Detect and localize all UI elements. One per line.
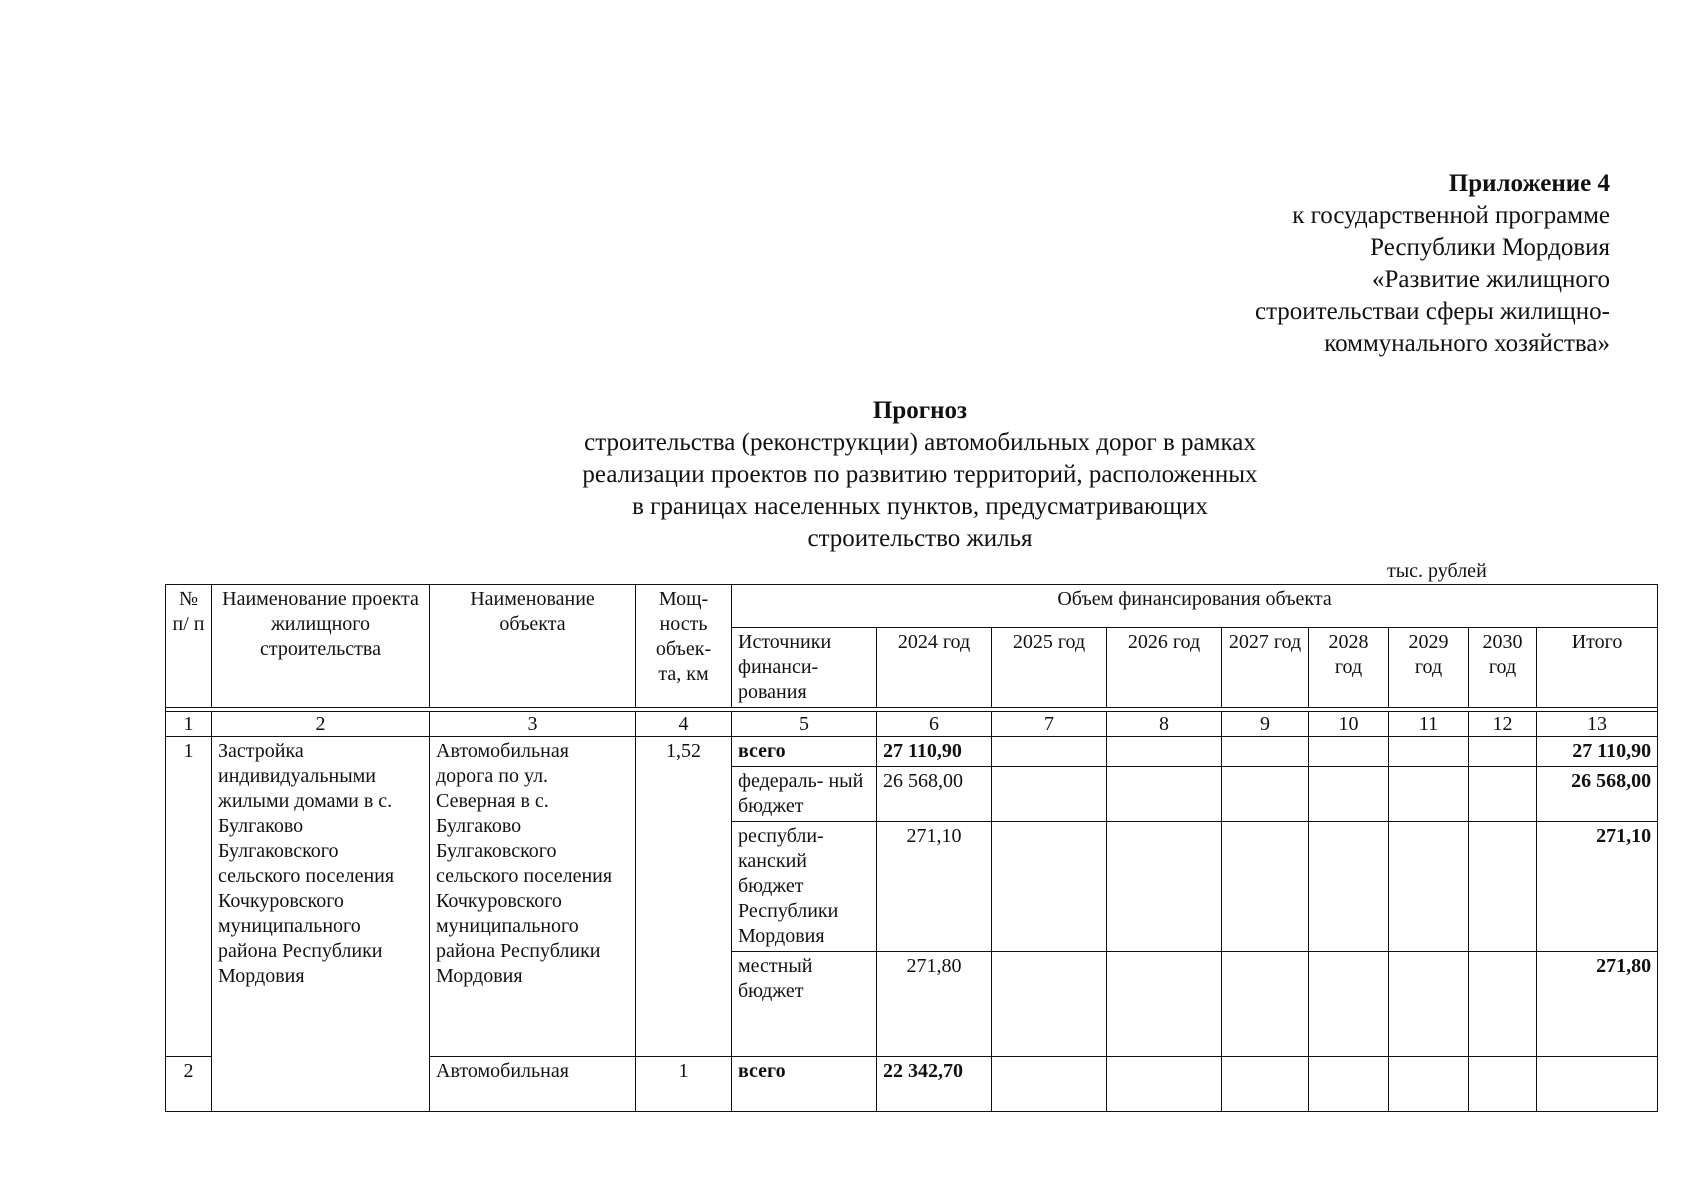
value-2028 — [1309, 767, 1389, 822]
object-name: Автомобильная — [430, 1057, 636, 1112]
value-2026 — [1107, 737, 1222, 767]
value-2024: 271,80 — [877, 952, 992, 1057]
source-name: всего — [732, 737, 877, 767]
header-no: № п/ п — [166, 585, 212, 708]
source-name: республи- канский бюджет Республики Мордовия — [732, 822, 877, 952]
header-total: Итого — [1537, 628, 1658, 708]
column-number: 13 — [1537, 712, 1658, 737]
value-2024: 271,10 — [877, 822, 992, 952]
value-2026 — [1107, 822, 1222, 952]
column-number: 8 — [1107, 712, 1222, 737]
value-2028 — [1309, 822, 1389, 952]
header-year-2025: 2025 год — [992, 628, 1107, 708]
appendix-line: «Развитие жилищного — [1372, 266, 1610, 293]
header-project: Наименование проекта жилищного строительства — [212, 585, 430, 708]
value-total: 271,80 — [1537, 952, 1658, 1057]
value-2027 — [1222, 767, 1309, 822]
source-name: всего — [732, 1057, 877, 1112]
row-number: 1 — [166, 737, 212, 1057]
value-2030 — [1469, 767, 1537, 822]
header-year-2026: 2026 год — [1107, 628, 1222, 708]
source-name: федераль- ный бюджет — [732, 767, 877, 822]
column-number: 1 — [166, 712, 212, 737]
column-number: 11 — [1389, 712, 1469, 737]
appendix-line: строительстваи сферы жилищно- — [1254, 298, 1610, 325]
document-title: Прогноз — [872, 397, 968, 424]
heading-line: строительства (реконструкции) автомобильных дорог в рамках — [584, 429, 1256, 456]
value-2027 — [1222, 1057, 1309, 1112]
column-number: 10 — [1309, 712, 1389, 737]
header-year-2027: 2027 год — [1222, 628, 1309, 708]
value-2027 — [1222, 822, 1309, 952]
table-row — [166, 737, 1658, 767]
column-number: 7 — [992, 712, 1107, 737]
value-2024: 26 568,00 — [877, 767, 992, 822]
column-number: 12 — [1469, 712, 1537, 737]
row-number: 2 — [166, 1057, 212, 1112]
value-2030 — [1469, 737, 1537, 767]
value-2029 — [1389, 1057, 1469, 1112]
object-capacity: 1,52 — [636, 737, 732, 1057]
value-2028 — [1309, 737, 1389, 767]
header-year-2024: 2024 год — [877, 628, 992, 708]
header-year-2028: 2028 год — [1309, 628, 1389, 708]
object-name: Автомобильная дорога по ул. Северная в с. Булгаково Булгаковского сельского поселения Кочкуровского муниципального района Республики Мордовия — [430, 737, 636, 1057]
value-2030 — [1469, 822, 1537, 952]
value-2028 — [1309, 952, 1389, 1057]
heading-line: строительство жилья — [807, 525, 1033, 552]
column-number: 5 — [732, 712, 877, 737]
value-2025 — [992, 737, 1107, 767]
value-2031 — [1537, 1057, 1658, 1112]
value-2029 — [1389, 822, 1469, 952]
value-2030 — [1469, 1057, 1537, 1112]
header-financing-group: Объем финансирования объекта — [732, 585, 1658, 628]
value-2024: 27 110,90 — [877, 737, 992, 767]
value-total: 271,10 — [1537, 822, 1658, 952]
value-2029 — [1389, 952, 1469, 1057]
value-2029 — [1389, 767, 1469, 822]
project-name: Застройка индивидуальными жилыми домами в с. Булгаково Булгаковского сельского поселения Кочкуровского муниципального района Республики Мордовия — [212, 737, 430, 1112]
value-2027 — [1222, 952, 1309, 1057]
value-total: 27 110,90 — [1537, 737, 1658, 767]
header-object: Наименование объекта — [430, 585, 636, 708]
value-2030 — [1469, 952, 1537, 1057]
appendix-title: Приложение 4 — [1448, 170, 1610, 197]
appendix-line: к государственной программе — [1292, 202, 1610, 229]
value-2028 — [1309, 1057, 1389, 1112]
column-number: 3 — [430, 712, 636, 737]
column-number: 2 — [212, 712, 430, 737]
value-2025 — [992, 767, 1107, 822]
header-year-2030: 2030 год — [1469, 628, 1537, 708]
value-2029 — [1389, 737, 1469, 767]
column-number: 4 — [636, 712, 732, 737]
financing-table — [165, 584, 1658, 1112]
source-name: местный бюджет — [732, 952, 877, 1057]
document-heading — [520, 395, 1320, 555]
column-number: 9 — [1222, 712, 1309, 737]
value-2025 — [992, 1057, 1107, 1112]
value-2027 — [1222, 737, 1309, 767]
heading-line: в границах населенных пунктов, предусматривающих — [632, 493, 1208, 520]
heading-line: реализации проектов по развитию территорий, расположенных — [582, 461, 1258, 488]
appendix-line: Республики Мордовия — [1370, 234, 1610, 261]
header-row — [166, 585, 1658, 628]
value-2025 — [992, 952, 1107, 1057]
value-2026 — [1107, 1057, 1222, 1112]
column-number-row — [166, 712, 1658, 737]
column-number: 6 — [877, 712, 992, 737]
header-sources: Источники финанси- рования — [732, 628, 877, 708]
header-capacity: Мощ- ность объек- та, км — [636, 585, 732, 708]
appendix-block — [1255, 168, 1610, 360]
unit-label: тыс. рублей — [1387, 560, 1487, 582]
value-2025 — [992, 822, 1107, 952]
value-2026 — [1107, 952, 1222, 1057]
value-2026 — [1107, 767, 1222, 822]
header-year-2029: 2029 год — [1389, 628, 1469, 708]
object-capacity: 1 — [636, 1057, 732, 1112]
value-total: 26 568,00 — [1537, 767, 1658, 822]
value-2024: 22 342,70 — [877, 1057, 992, 1112]
appendix-line: коммунального хозяйства» — [1324, 330, 1610, 357]
